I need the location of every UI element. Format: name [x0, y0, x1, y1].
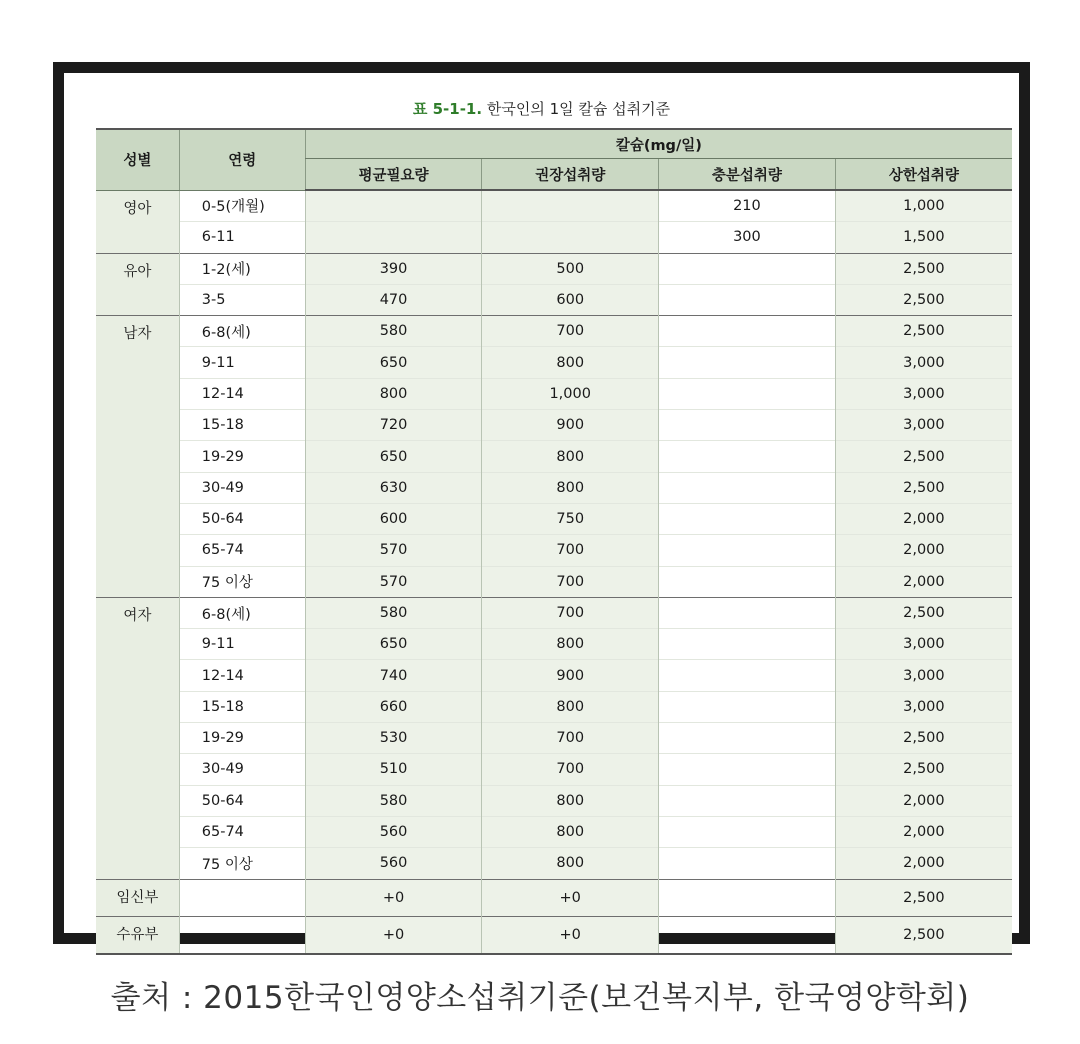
cell-age: 65-74 — [179, 535, 305, 566]
cell-sex: 유아 — [96, 253, 179, 316]
cell-ai — [659, 535, 836, 566]
cell-ul: 2,000 — [835, 566, 1012, 597]
cell-ai — [659, 597, 836, 628]
cell-rni — [482, 222, 659, 253]
cell-ul: 2,500 — [835, 879, 1012, 916]
header-rni: 권장섭취량 — [482, 159, 659, 191]
cell-ul: 2,000 — [835, 535, 1012, 566]
cell-ul: 3,000 — [835, 660, 1012, 691]
cell-ul: 2,500 — [835, 316, 1012, 347]
cell-ul: 2,500 — [835, 441, 1012, 472]
cell-ai — [659, 879, 836, 916]
cell-ul: 2,500 — [835, 253, 1012, 284]
cell-ul: 3,000 — [835, 629, 1012, 660]
cell-age — [179, 879, 305, 916]
cell-ai — [659, 441, 836, 472]
cell-rni: 800 — [482, 629, 659, 660]
table-row — [96, 222, 1012, 253]
cell-rni: 800 — [482, 848, 659, 879]
cell-ear: 650 — [305, 441, 482, 472]
cell-ear: 600 — [305, 503, 482, 534]
cell-ear: 720 — [305, 410, 482, 441]
cell-ai — [659, 316, 836, 347]
cell-age: 15-18 — [179, 410, 305, 441]
table-row — [96, 441, 1012, 472]
table-row — [96, 410, 1012, 441]
cell-age — [179, 916, 305, 954]
cell-ul: 3,000 — [835, 691, 1012, 722]
cell-ear: 650 — [305, 347, 482, 378]
cell-ai — [659, 253, 836, 284]
header-ear: 평균필요량 — [305, 159, 482, 191]
cell-ear — [305, 190, 482, 222]
cell-ai — [659, 754, 836, 785]
cell-ul: 3,000 — [835, 347, 1012, 378]
table-row — [96, 347, 1012, 378]
cell-sex: 수유부 — [96, 916, 179, 954]
cell-ear: 580 — [305, 785, 482, 816]
table-body — [96, 190, 1012, 954]
cell-ear: 560 — [305, 816, 482, 847]
cell-ul: 3,000 — [835, 378, 1012, 409]
cell-rni: 800 — [482, 347, 659, 378]
cell-ai — [659, 916, 836, 954]
cell-age: 9-11 — [179, 347, 305, 378]
cell-age: 50-64 — [179, 785, 305, 816]
cell-age: 19-29 — [179, 441, 305, 472]
table-row — [96, 284, 1012, 315]
table-row — [96, 316, 1012, 347]
cell-ear: +0 — [305, 916, 482, 954]
table-row — [96, 660, 1012, 691]
cell-ai: 300 — [659, 222, 836, 253]
table-caption-title: 한국인의 1일 칼슘 섭취기준 — [486, 100, 671, 118]
table-row — [96, 503, 1012, 534]
cell-age: 65-74 — [179, 816, 305, 847]
cell-sex: 남자 — [96, 316, 179, 598]
cell-age: 75 이상 — [179, 848, 305, 879]
cell-age: 0-5(개월) — [179, 190, 305, 222]
cell-ul: 2,500 — [835, 472, 1012, 503]
cell-age: 75 이상 — [179, 566, 305, 597]
cell-ul: 1,000 — [835, 190, 1012, 222]
table-row — [96, 190, 1012, 222]
cell-ear: 650 — [305, 629, 482, 660]
cell-rni: 800 — [482, 441, 659, 472]
table-row — [96, 629, 1012, 660]
table-row — [96, 378, 1012, 409]
cell-ear: 630 — [305, 472, 482, 503]
table-caption-label: 표 5-1-1. — [412, 100, 483, 118]
cell-ul: 2,000 — [835, 785, 1012, 816]
table-row — [96, 785, 1012, 816]
cell-ear: 660 — [305, 691, 482, 722]
cell-ear: 800 — [305, 378, 482, 409]
cell-ai — [659, 503, 836, 534]
table-row — [96, 691, 1012, 722]
cell-age: 6-8(세) — [179, 316, 305, 347]
cell-ul: 2,500 — [835, 284, 1012, 315]
cell-age: 30-49 — [179, 472, 305, 503]
cell-ai — [659, 347, 836, 378]
table-row — [96, 754, 1012, 785]
cell-rni: 800 — [482, 816, 659, 847]
cell-ai — [659, 410, 836, 441]
cell-ul: 2,500 — [835, 916, 1012, 954]
cell-ear: 570 — [305, 566, 482, 597]
cell-ai — [659, 691, 836, 722]
cell-sex: 임신부 — [96, 879, 179, 916]
table-row — [96, 879, 1012, 916]
cell-rni: 700 — [482, 316, 659, 347]
cell-rni: 900 — [482, 410, 659, 441]
cell-ul: 2,000 — [835, 503, 1012, 534]
cell-ai — [659, 816, 836, 847]
table-row — [96, 597, 1012, 628]
table-row — [96, 253, 1012, 284]
cell-age: 3-5 — [179, 284, 305, 315]
cell-ul: 2,500 — [835, 597, 1012, 628]
cell-ear: 570 — [305, 535, 482, 566]
cell-rni: 800 — [482, 691, 659, 722]
source-citation: 출처 : 2015한국인영양소섭취기준(보건복지부, 한국영양학회) — [110, 980, 970, 1016]
cell-age: 12-14 — [179, 378, 305, 409]
cell-ai — [659, 723, 836, 754]
cell-ear: 740 — [305, 660, 482, 691]
cell-ear: 560 — [305, 848, 482, 879]
cell-ai — [659, 785, 836, 816]
cell-ul: 2,500 — [835, 754, 1012, 785]
cell-age: 12-14 — [179, 660, 305, 691]
cell-age: 50-64 — [179, 503, 305, 534]
cell-rni: 600 — [482, 284, 659, 315]
header-age: 연령 — [179, 129, 305, 190]
table-row — [96, 535, 1012, 566]
header-calcium-group: 칼슘(mg/일) — [305, 129, 1012, 159]
cell-ai — [659, 378, 836, 409]
table-row — [96, 566, 1012, 597]
cell-ul: 1,500 — [835, 222, 1012, 253]
cell-rni: 500 — [482, 253, 659, 284]
cell-rni — [482, 190, 659, 222]
table-row — [96, 816, 1012, 847]
cell-rni: 800 — [482, 472, 659, 503]
cell-ai — [659, 566, 836, 597]
cell-age: 19-29 — [179, 723, 305, 754]
cell-ai — [659, 472, 836, 503]
cell-age: 6-8(세) — [179, 597, 305, 628]
cell-rni: 800 — [482, 785, 659, 816]
header-ul: 상한섭취량 — [835, 159, 1012, 191]
table-frame — [53, 62, 1030, 944]
header-sex: 성별 — [96, 129, 179, 190]
cell-ai — [659, 660, 836, 691]
header-ai: 충분섭취량 — [659, 159, 836, 191]
cell-rni: 700 — [482, 723, 659, 754]
cell-age: 15-18 — [179, 691, 305, 722]
cell-age: 1-2(세) — [179, 253, 305, 284]
cell-ai: 210 — [659, 190, 836, 222]
cell-rni: +0 — [482, 879, 659, 916]
cell-ai — [659, 629, 836, 660]
cell-ai — [659, 284, 836, 315]
cell-age: 9-11 — [179, 629, 305, 660]
table-row — [96, 472, 1012, 503]
cell-ul: 3,000 — [835, 410, 1012, 441]
cell-rni: 700 — [482, 597, 659, 628]
table-panel — [64, 73, 1019, 943]
table-row — [96, 848, 1012, 879]
cell-ear — [305, 222, 482, 253]
cell-age: 6-11 — [179, 222, 305, 253]
cell-rni: 700 — [482, 535, 659, 566]
cell-rni: +0 — [482, 916, 659, 954]
cell-rni: 700 — [482, 566, 659, 597]
cell-ear: 510 — [305, 754, 482, 785]
cell-ear: +0 — [305, 879, 482, 916]
calcium-intake-table — [96, 128, 1012, 955]
table-row — [96, 723, 1012, 754]
cell-ear: 580 — [305, 597, 482, 628]
cell-sex: 여자 — [96, 597, 179, 879]
cell-sex: 영아 — [96, 190, 179, 253]
cell-ai — [659, 848, 836, 879]
cell-age: 30-49 — [179, 754, 305, 785]
cell-rni: 750 — [482, 503, 659, 534]
cell-ul: 2,000 — [835, 848, 1012, 879]
cell-rni: 700 — [482, 754, 659, 785]
cell-ear: 530 — [305, 723, 482, 754]
cell-ear: 580 — [305, 316, 482, 347]
cell-ear: 470 — [305, 284, 482, 315]
cell-ear: 390 — [305, 253, 482, 284]
cell-ul: 2,000 — [835, 816, 1012, 847]
cell-ul: 2,500 — [835, 723, 1012, 754]
cell-rni: 1,000 — [482, 378, 659, 409]
cell-rni: 900 — [482, 660, 659, 691]
table-caption — [64, 98, 1019, 119]
table-row — [96, 916, 1012, 954]
